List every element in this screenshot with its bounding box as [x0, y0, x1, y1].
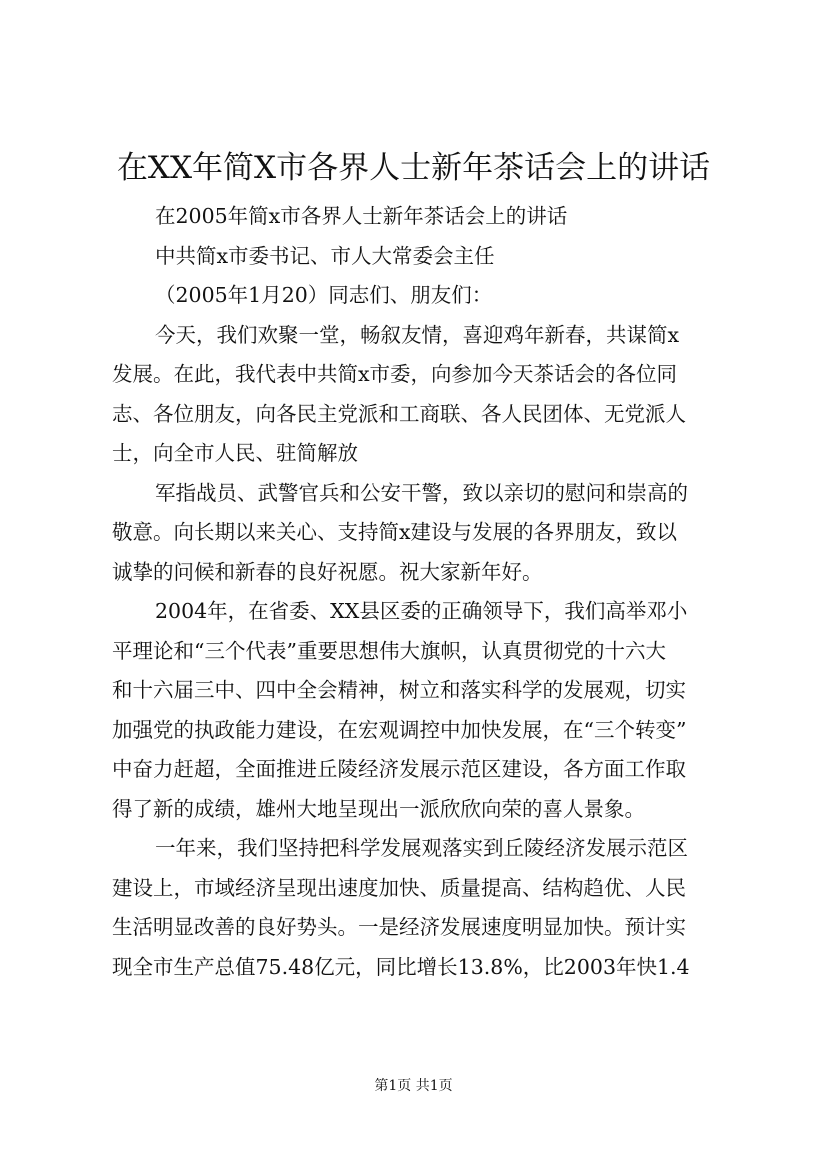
paragraph-line: 诚挚的问候和新春的良好祝愿。祝大家新年好。: [112, 559, 543, 584]
paragraph-line: 敬意。向长期以来关心、支持简x建设与发展的各界朋友，致以: [112, 520, 678, 544]
subtitle-line: 在2005年简x市各界人士新年茶话会上的讲话: [155, 204, 568, 228]
paragraph-line: 中奋力赶超，全面推进丘陵经济发展示范区建设，各方面工作取: [112, 757, 686, 781]
paragraph-line: 2004年，在省委、XX县区委的正确领导下，我们高举邓小: [155, 599, 688, 623]
document-title: 在XX年简X市各界人士新年茶话会上的讲话: [116, 150, 711, 186]
paragraph-line: 志、各位朋友，向各民主党派和工商联、各人民团体、无党派人: [112, 401, 686, 426]
paragraph-line: 士，向全市人民、驻简解放: [112, 441, 358, 465]
paragraph-line: 生活明显改善的良好势头。一是经济发展速度明显加快。预计实: [112, 915, 686, 939]
paragraph-line: 现全市生产总值75.48亿元，同比增长13.8%，比2003年快1.4: [112, 954, 690, 979]
author-line: 中共简x市委书记、市人大常委会主任: [155, 243, 495, 268]
paragraph-line: 得了新的成绩，雄州大地呈现出一派欣欣向荣的喜人景象。: [112, 796, 645, 821]
paragraph-line: 军指战员、武警官兵和公安干警，致以亲切的慰问和崇高的: [155, 480, 688, 505]
date-greeting-line: （2005年1月20）同志们、朋友们：: [155, 283, 493, 307]
paragraph-line: 平理论和“三个代表”重要思想伟大旗帜，认真贯彻党的十六大: [112, 638, 666, 663]
paragraph-line: 加强党的执政能力建设，在宏观调控中加快发展，在“三个转变”: [112, 717, 687, 742]
paragraph-line: 和十六届三中、四中全会精神，树立和落实科学的发展观，切实: [112, 678, 686, 702]
paragraph-line: 一年来，我们坚持把科学发展观落实到丘陵经济发展示范区: [155, 836, 688, 860]
document-body: [112, 197, 722, 987]
paragraph-line: 建设上，市域经济呈现出速度加快、质量提高、结构趋优、人民: [112, 875, 686, 900]
paragraph-line: 今天，我们欢聚一堂，畅叙友情，喜迎鸡年新春，共谋简x: [155, 322, 680, 347]
paragraph-line: 发展。在此，我代表中共简x市委，向参加今天茶话会的各位同: [112, 362, 678, 386]
page-number-footer: 第1页 共1页: [374, 1078, 453, 1094]
